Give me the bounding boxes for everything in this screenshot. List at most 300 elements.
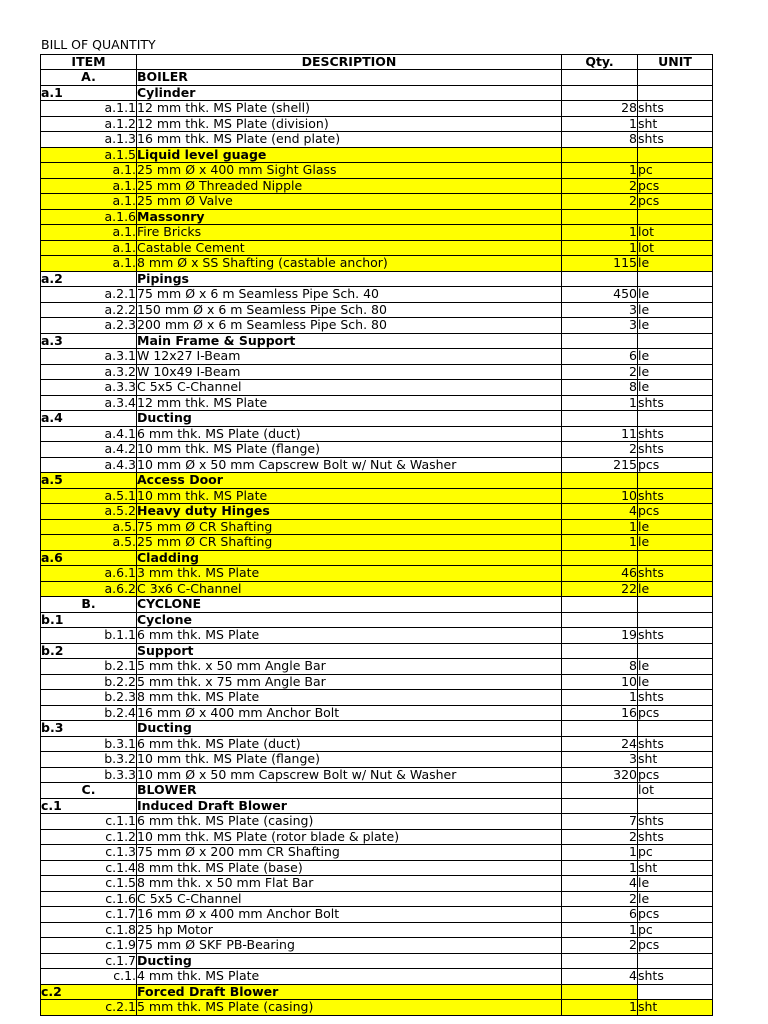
item-cell: a.4: [41, 411, 137, 427]
table-row: [41, 938, 713, 954]
item-cell: a.1.5: [41, 147, 137, 163]
qty-cell: 1: [562, 240, 638, 256]
unit-cell: [638, 70, 713, 86]
qty-cell: 2: [562, 364, 638, 380]
qty-cell: 24: [562, 736, 638, 752]
item-cell: a.1.3: [41, 132, 137, 148]
unit-cell: shts: [638, 488, 713, 504]
table-row: [41, 70, 713, 86]
table-row: [41, 860, 713, 876]
item-cell: C.: [41, 783, 137, 799]
unit-cell: le: [638, 364, 713, 380]
unit-cell: [638, 550, 713, 566]
description-cell: 8 mm thk. MS Plate: [137, 690, 562, 706]
table-row: [41, 736, 713, 752]
description-cell: CYCLONE: [137, 597, 562, 613]
table-row: [41, 597, 713, 613]
unit-cell: pcs: [638, 178, 713, 194]
qty-cell: [562, 209, 638, 225]
description-cell: 6 mm thk. MS Plate (casing): [137, 814, 562, 830]
qty-cell: 8: [562, 659, 638, 675]
description-cell: Main Frame & Support: [137, 333, 562, 349]
qty-cell: 1: [562, 163, 638, 179]
qty-cell: 2: [562, 178, 638, 194]
unit-cell: sht: [638, 1000, 713, 1016]
unit-cell: sht: [638, 860, 713, 876]
qty-cell: 115: [562, 256, 638, 272]
description-cell: 25 mm Ø CR Shafting: [137, 535, 562, 551]
qty-cell: 1: [562, 1000, 638, 1016]
table-row: [41, 178, 713, 194]
description-cell: Induced Draft Blower: [137, 798, 562, 814]
item-cell: a.5.1: [41, 488, 137, 504]
qty-cell: 1: [562, 225, 638, 241]
qty-cell: 4: [562, 504, 638, 520]
qty-cell: [562, 411, 638, 427]
item-cell: a.6: [41, 550, 137, 566]
description-cell: 25 mm Ø x 400 mm Sight Glass: [137, 163, 562, 179]
table-row: [41, 659, 713, 675]
item-cell: a.1: [41, 85, 137, 101]
description-cell: Ducting: [137, 721, 562, 737]
qty-cell: 1: [562, 860, 638, 876]
table-row: [41, 318, 713, 334]
description-cell: 5 mm thk. x 75 mm Angle Bar: [137, 674, 562, 690]
table-row: [41, 411, 713, 427]
item-cell: a.4.2: [41, 442, 137, 458]
item-cell: a.6.1: [41, 566, 137, 582]
unit-cell: le: [638, 256, 713, 272]
table-row: [41, 752, 713, 768]
description-cell: 12 mm thk. MS Plate (shell): [137, 101, 562, 117]
qty-cell: 320: [562, 767, 638, 783]
qty-cell: 4: [562, 876, 638, 892]
table-row: [41, 364, 713, 380]
description-cell: 10 mm Ø x 50 mm Capscrew Bolt w/ Nut & Washer: [137, 767, 562, 783]
item-cell: a.1.: [41, 256, 137, 272]
item-cell: a.1.: [41, 240, 137, 256]
unit-cell: [638, 953, 713, 969]
unit-cell: shts: [638, 628, 713, 644]
unit-cell: pc: [638, 163, 713, 179]
qty-cell: [562, 984, 638, 1000]
unit-cell: [638, 721, 713, 737]
table-row: [41, 395, 713, 411]
description-cell: 10 mm thk. MS Plate: [137, 488, 562, 504]
qty-cell: 1: [562, 922, 638, 938]
item-cell: a.2.2: [41, 302, 137, 318]
item-cell: b.1: [41, 612, 137, 628]
qty-cell: [562, 953, 638, 969]
description-cell: Massonry: [137, 209, 562, 225]
unit-cell: [638, 473, 713, 489]
unit-cell: sht: [638, 116, 713, 132]
table-row: [41, 488, 713, 504]
qty-cell: 28: [562, 101, 638, 117]
qty-cell: [562, 550, 638, 566]
item-cell: c.1.1: [41, 814, 137, 830]
description-cell: 8 mm thk. x 50 mm Flat Bar: [137, 876, 562, 892]
unit-cell: shts: [638, 101, 713, 117]
unit-cell: shts: [638, 566, 713, 582]
unit-cell: [638, 333, 713, 349]
qty-cell: 6: [562, 907, 638, 923]
item-cell: a.4.1: [41, 426, 137, 442]
table-row: [41, 380, 713, 396]
table-row: [41, 984, 713, 1000]
qty-cell: 6: [562, 349, 638, 365]
table-row: [41, 209, 713, 225]
header-item: ITEM: [41, 55, 137, 70]
unit-cell: shts: [638, 395, 713, 411]
description-cell: 200 mm Ø x 6 m Seamless Pipe Sch. 80: [137, 318, 562, 334]
table-row: [41, 612, 713, 628]
item-cell: a.1.6: [41, 209, 137, 225]
qty-cell: 1: [562, 519, 638, 535]
table-row: [41, 287, 713, 303]
unit-cell: [638, 209, 713, 225]
description-cell: Liquid level guage: [137, 147, 562, 163]
qty-cell: 8: [562, 380, 638, 396]
item-cell: c.1.2: [41, 829, 137, 845]
description-cell: Cladding: [137, 550, 562, 566]
description-cell: 10 mm thk. MS Plate (flange): [137, 442, 562, 458]
qty-cell: [562, 597, 638, 613]
item-cell: B.: [41, 597, 137, 613]
description-cell: 25 mm Ø Valve: [137, 194, 562, 210]
description-cell: Heavy duty Hinges: [137, 504, 562, 520]
qty-cell: 10: [562, 674, 638, 690]
unit-cell: le: [638, 519, 713, 535]
table-row: [41, 891, 713, 907]
description-cell: 6 mm thk. MS Plate (duct): [137, 736, 562, 752]
qty-cell: [562, 70, 638, 86]
table-row: [41, 240, 713, 256]
table-row: [41, 442, 713, 458]
unit-cell: le: [638, 380, 713, 396]
description-cell: 75 mm Ø x 200 mm CR Shafting: [137, 845, 562, 861]
qty-cell: [562, 85, 638, 101]
item-cell: c.1.8: [41, 922, 137, 938]
qty-cell: [562, 783, 638, 799]
description-cell: Forced Draft Blower: [137, 984, 562, 1000]
description-cell: 16 mm thk. MS Plate (end plate): [137, 132, 562, 148]
qty-cell: 46: [562, 566, 638, 582]
qty-cell: [562, 612, 638, 628]
item-cell: c.2.1: [41, 1000, 137, 1016]
unit-cell: pcs: [638, 457, 713, 473]
unit-cell: pcs: [638, 767, 713, 783]
qty-cell: [562, 721, 638, 737]
unit-cell: le: [638, 302, 713, 318]
qty-cell: 3: [562, 318, 638, 334]
description-cell: 16 mm Ø x 400 mm Anchor Bolt: [137, 907, 562, 923]
description-cell: BOILER: [137, 70, 562, 86]
description-cell: 150 mm Ø x 6 m Seamless Pipe Sch. 80: [137, 302, 562, 318]
item-cell: a.3.1: [41, 349, 137, 365]
description-cell: 25 hp Motor: [137, 922, 562, 938]
item-cell: c.2: [41, 984, 137, 1000]
unit-cell: [638, 612, 713, 628]
table-row: [41, 907, 713, 923]
unit-cell: lot: [638, 225, 713, 241]
description-cell: 8 mm Ø x SS Shafting (castable anchor): [137, 256, 562, 272]
unit-cell: le: [638, 349, 713, 365]
unit-cell: [638, 147, 713, 163]
table-row: [41, 581, 713, 597]
description-cell: Access Door: [137, 473, 562, 489]
table-row: [41, 457, 713, 473]
bill-of-quantity-table: [40, 54, 713, 1016]
unit-cell: [638, 85, 713, 101]
unit-cell: sht: [638, 752, 713, 768]
description-cell: 75 mm Ø CR Shafting: [137, 519, 562, 535]
unit-cell: le: [638, 535, 713, 551]
qty-cell: [562, 333, 638, 349]
description-cell: 4 mm thk. MS Plate: [137, 969, 562, 985]
item-cell: c.1.5: [41, 876, 137, 892]
description-cell: Fire Bricks: [137, 225, 562, 241]
unit-cell: le: [638, 318, 713, 334]
description-cell: Cylinder: [137, 85, 562, 101]
table-row: [41, 969, 713, 985]
item-cell: a.3.4: [41, 395, 137, 411]
unit-cell: le: [638, 891, 713, 907]
unit-cell: shts: [638, 690, 713, 706]
description-cell: Ducting: [137, 953, 562, 969]
item-cell: c.1.3: [41, 845, 137, 861]
table-row: [41, 674, 713, 690]
item-cell: a.2.3: [41, 318, 137, 334]
qty-cell: [562, 798, 638, 814]
qty-cell: 7: [562, 814, 638, 830]
unit-cell: shts: [638, 132, 713, 148]
item-cell: a.5.2: [41, 504, 137, 520]
qty-cell: 1: [562, 116, 638, 132]
unit-cell: pc: [638, 845, 713, 861]
item-cell: c.1.9: [41, 938, 137, 954]
table-row: [41, 132, 713, 148]
qty-cell: 1: [562, 690, 638, 706]
qty-cell: 4: [562, 969, 638, 985]
item-cell: a.1.: [41, 225, 137, 241]
description-cell: W 10x49 I-Beam: [137, 364, 562, 380]
unit-cell: shts: [638, 829, 713, 845]
table-row: [41, 783, 713, 799]
table-row: [41, 519, 713, 535]
qty-cell: 8: [562, 132, 638, 148]
table-row: [41, 798, 713, 814]
header-qty: Qty.: [562, 55, 638, 70]
description-cell: 10 mm Ø x 50 mm Capscrew Bolt w/ Nut & Washer: [137, 457, 562, 473]
item-cell: a.1.: [41, 194, 137, 210]
description-cell: Ducting: [137, 411, 562, 427]
unit-cell: le: [638, 659, 713, 675]
description-cell: Pipings: [137, 271, 562, 287]
item-cell: c.1: [41, 798, 137, 814]
description-cell: W 12x27 I-Beam: [137, 349, 562, 365]
description-cell: 75 mm Ø x 6 m Seamless Pipe Sch. 40: [137, 287, 562, 303]
table-row: [41, 721, 713, 737]
table-row: [41, 845, 713, 861]
table-row: [41, 829, 713, 845]
qty-cell: 11: [562, 426, 638, 442]
qty-cell: 2: [562, 442, 638, 458]
item-cell: A.: [41, 70, 137, 86]
unit-cell: [638, 984, 713, 1000]
qty-cell: [562, 643, 638, 659]
table-row: [41, 767, 713, 783]
item-cell: a.4.3: [41, 457, 137, 473]
table-row: [41, 705, 713, 721]
item-cell: b.2.2: [41, 674, 137, 690]
item-cell: b.3: [41, 721, 137, 737]
table-row: [41, 814, 713, 830]
qty-cell: [562, 271, 638, 287]
unit-cell: shts: [638, 426, 713, 442]
qty-cell: 2: [562, 829, 638, 845]
unit-cell: [638, 798, 713, 814]
table-row: [41, 225, 713, 241]
item-cell: a.3: [41, 333, 137, 349]
item-cell: b.1.1: [41, 628, 137, 644]
description-cell: 6 mm thk. MS Plate (duct): [137, 426, 562, 442]
description-cell: 10 mm thk. MS Plate (flange): [137, 752, 562, 768]
item-cell: c.1.7: [41, 907, 137, 923]
table-row: [41, 163, 713, 179]
description-cell: 12 mm thk. MS Plate: [137, 395, 562, 411]
table-row: [41, 333, 713, 349]
table-row: [41, 147, 713, 163]
item-cell: c.1.: [41, 969, 137, 985]
table-row: [41, 101, 713, 117]
table-row: [41, 628, 713, 644]
unit-cell: lot: [638, 783, 713, 799]
item-cell: b.3.3: [41, 767, 137, 783]
unit-cell: pcs: [638, 194, 713, 210]
qty-cell: 450: [562, 287, 638, 303]
description-cell: 12 mm thk. MS Plate (division): [137, 116, 562, 132]
header-description: DESCRIPTION: [137, 55, 562, 70]
unit-cell: pc: [638, 922, 713, 938]
description-cell: 3 mm thk. MS Plate: [137, 566, 562, 582]
qty-cell: 215: [562, 457, 638, 473]
qty-cell: 2: [562, 891, 638, 907]
item-cell: a.1.2: [41, 116, 137, 132]
description-cell: 16 mm Ø x 400 mm Anchor Bolt: [137, 705, 562, 721]
item-cell: c.1.4: [41, 860, 137, 876]
item-cell: a.2.1: [41, 287, 137, 303]
item-cell: a.5.: [41, 519, 137, 535]
qty-cell: 1: [562, 395, 638, 411]
table-row: [41, 85, 713, 101]
qty-cell: 2: [562, 938, 638, 954]
description-cell: C 3x6 C-Channel: [137, 581, 562, 597]
qty-cell: 1: [562, 845, 638, 861]
unit-cell: pcs: [638, 504, 713, 520]
unit-cell: [638, 411, 713, 427]
item-cell: a.1.1: [41, 101, 137, 117]
item-cell: a.3.2: [41, 364, 137, 380]
qty-cell: 10: [562, 488, 638, 504]
item-cell: b.3.1: [41, 736, 137, 752]
table-row: [41, 550, 713, 566]
description-cell: 25 mm Ø Threaded Nipple: [137, 178, 562, 194]
table-row: [41, 566, 713, 582]
item-cell: b.2: [41, 643, 137, 659]
description-cell: 5 mm thk. x 50 mm Angle Bar: [137, 659, 562, 675]
description-cell: Castable Cement: [137, 240, 562, 256]
qty-cell: 3: [562, 752, 638, 768]
item-cell: a.5: [41, 473, 137, 489]
qty-cell: 16: [562, 705, 638, 721]
item-cell: a.3.3: [41, 380, 137, 396]
table-row: [41, 116, 713, 132]
table-row: [41, 271, 713, 287]
table-row: [41, 504, 713, 520]
unit-cell: [638, 643, 713, 659]
description-cell: Cyclone: [137, 612, 562, 628]
item-cell: c.1.6: [41, 891, 137, 907]
item-cell: a.5.: [41, 535, 137, 551]
item-cell: a.2: [41, 271, 137, 287]
unit-cell: pcs: [638, 907, 713, 923]
unit-cell: le: [638, 287, 713, 303]
table-row: [41, 876, 713, 892]
table-row: [41, 426, 713, 442]
table-row: [41, 256, 713, 272]
unit-cell: le: [638, 581, 713, 597]
item-cell: a.6.2: [41, 581, 137, 597]
header-row: [41, 55, 713, 70]
unit-cell: pcs: [638, 705, 713, 721]
unit-cell: shts: [638, 442, 713, 458]
table-row: [41, 535, 713, 551]
table-row: [41, 349, 713, 365]
description-cell: 75 mm Ø SKF PB-Bearing: [137, 938, 562, 954]
table-row: [41, 643, 713, 659]
unit-cell: [638, 271, 713, 287]
unit-cell: le: [638, 876, 713, 892]
description-cell: BLOWER: [137, 783, 562, 799]
unit-cell: shts: [638, 969, 713, 985]
item-cell: b.3.2: [41, 752, 137, 768]
item-cell: b.2.1: [41, 659, 137, 675]
description-cell: C 5x5 C-Channel: [137, 891, 562, 907]
header-unit: UNIT: [638, 55, 713, 70]
description-cell: 8 mm thk. MS Plate (base): [137, 860, 562, 876]
qty-cell: 22: [562, 581, 638, 597]
unit-cell: le: [638, 674, 713, 690]
table-row: [41, 953, 713, 969]
item-cell: a.1.: [41, 178, 137, 194]
unit-cell: shts: [638, 814, 713, 830]
qty-cell: [562, 147, 638, 163]
description-cell: 6 mm thk. MS Plate: [137, 628, 562, 644]
unit-cell: lot: [638, 240, 713, 256]
unit-cell: shts: [638, 736, 713, 752]
description-cell: 10 mm thk. MS Plate (rotor blade & plate): [137, 829, 562, 845]
item-cell: b.2.4: [41, 705, 137, 721]
table-row: [41, 302, 713, 318]
qty-cell: 1: [562, 535, 638, 551]
table-row: [41, 194, 713, 210]
description-cell: Support: [137, 643, 562, 659]
table-row: [41, 473, 713, 489]
qty-cell: 19: [562, 628, 638, 644]
table-row: [41, 690, 713, 706]
item-cell: a.1.: [41, 163, 137, 179]
